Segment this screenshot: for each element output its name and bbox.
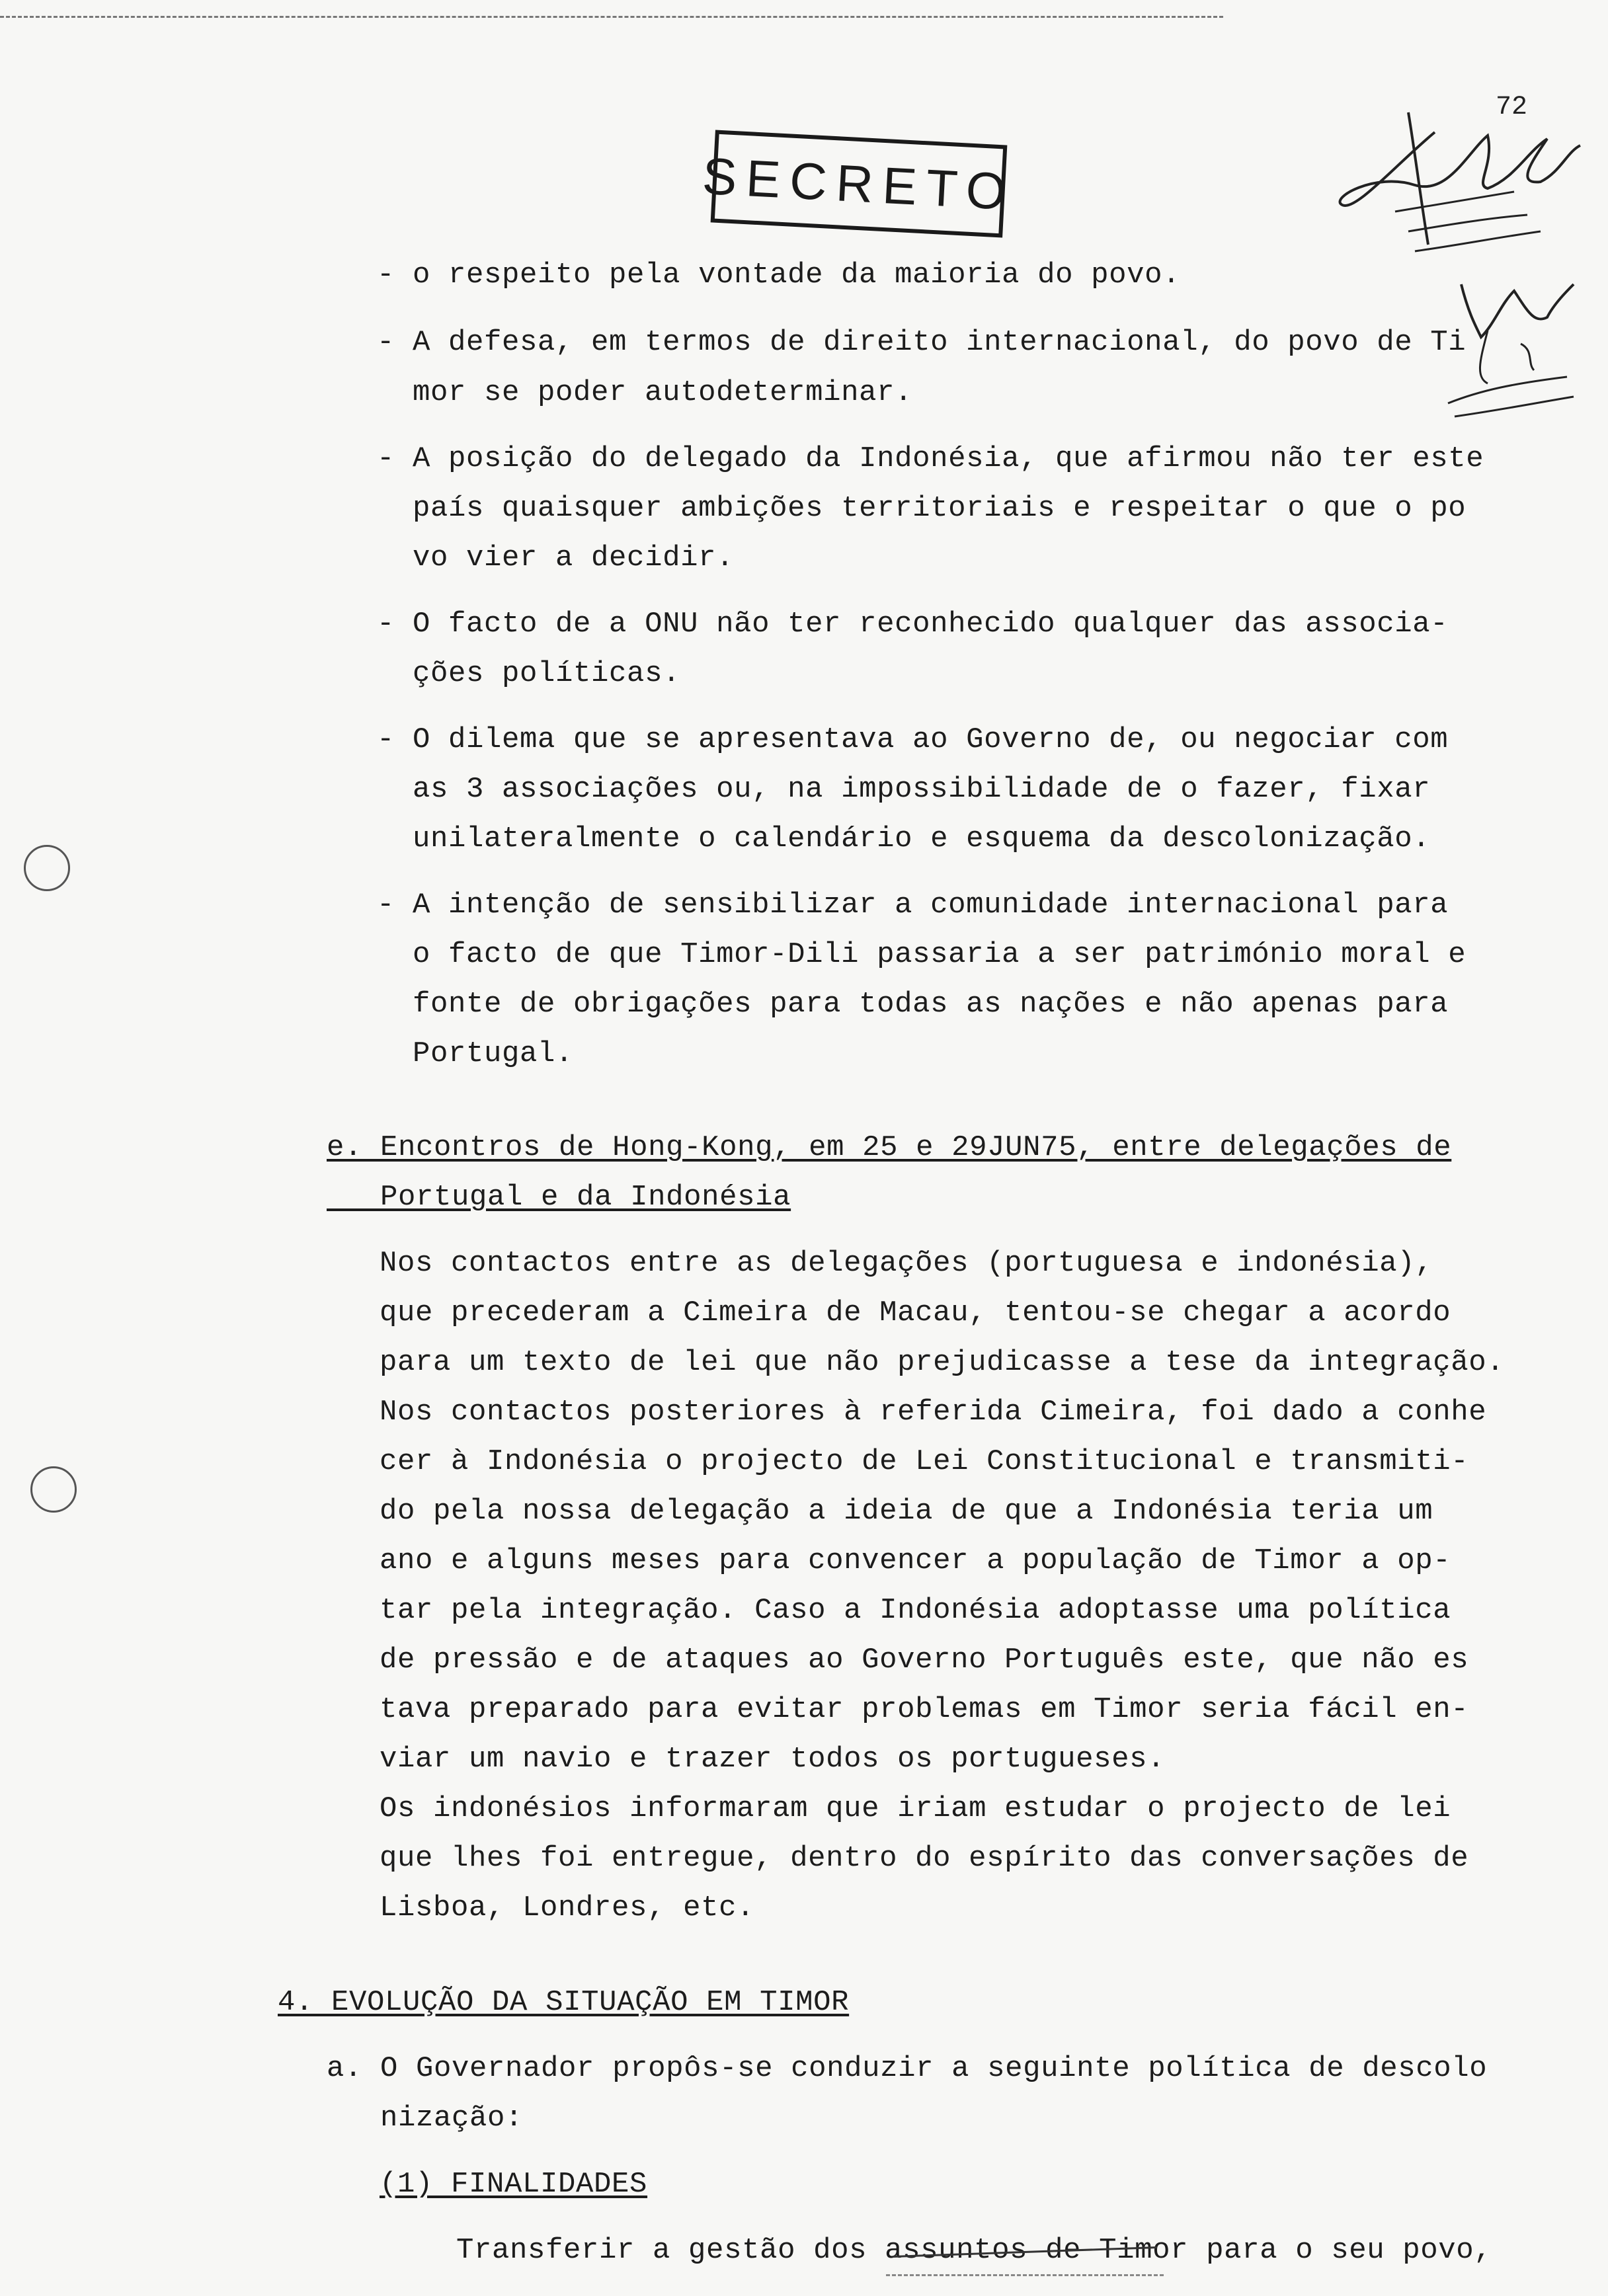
bullet-line: - O dilema que se apresentava ao Governo de, ou negociar com [377, 723, 1449, 756]
body-line: viar um navio e trazer todos os portugueses. [380, 1743, 1166, 1776]
chapter-heading: 4. EVOLUÇÃO DA SITUAÇÃO EM TIMOR [278, 1986, 850, 2019]
punch-hole [30, 1466, 77, 1513]
bullet-line: - o respeito pela vontade da maioria do povo. [377, 258, 1181, 292]
body-line: do pela nossa delegação a ideia de que a Indonésia teria um [380, 1495, 1433, 1528]
body-line: de pressão e de ataques ao Governo Português este, que não es [380, 1643, 1469, 1677]
subsection-heading: (1) FINALIDADES [380, 2168, 648, 2201]
body-line: ano e alguns meses para convencer a população de Timor a op- [380, 1544, 1451, 1577]
bottom-stamp-fragment [886, 2274, 1164, 2296]
bullet-line: - A intenção de sensibilizar a comunidade internacional para [377, 889, 1449, 922]
body-line: cer à Indonésia o projecto de Lei Constitucional e transmiti- [380, 1445, 1469, 1478]
bullet-line: vo vier a decidir. [377, 541, 735, 574]
bullet-line: país quaisquer ambições territoriais e respeitar o que o po [377, 492, 1467, 525]
section-heading: e. Encontros de Hong-Kong, em 25 e 29JUN75, entre delegações de [327, 1131, 1452, 1164]
secreto-stamp: SECRETO [711, 130, 1008, 238]
handwritten-annotation [1316, 73, 1593, 443]
body-line: tar pela integração. Caso a Indonésia adoptasse uma política [380, 1594, 1451, 1627]
punch-hole [24, 845, 70, 891]
body-line: que precederam a Cimeira de Macau, tentou-se chegar a acordo [380, 1296, 1451, 1329]
body-line: Nos contactos entre as delegações (portuguesa e indonésia), [380, 1247, 1433, 1280]
body-line: Nos contactos posteriores à referida Cimeira, foi dado a conhe [380, 1396, 1487, 1429]
body-line: que lhes foi entregue, dentro do espírito das conversações de [380, 1842, 1469, 1875]
bullet-line: Portugal. [377, 1037, 574, 1070]
bullet-line: - A posição do delegado da Indonésia, que afirmou não ter este [377, 442, 1484, 475]
bullet-line: - O facto de a ONU não ter reconhecido qualquer das associa- [377, 608, 1449, 641]
section-heading: Portugal e da Indonésia [327, 1181, 791, 1214]
bullet-line: - A defesa, em termos de direito internacional, do povo de Ti [377, 326, 1467, 359]
body-line: Transferir a gestão dos assuntos de Timor para o seu povo, [456, 2234, 1492, 2267]
body-line: Os indonésios informaram que iriam estudar o projecto de lei [380, 1792, 1451, 1825]
bullet-line: unilateralmente o calendário e esquema da descolonização. [377, 822, 1431, 855]
body-line: Lisboa, Londres, etc. [380, 1891, 755, 1924]
bullet-line: ções políticas. [377, 657, 681, 690]
body-line: nização: [327, 2102, 524, 2135]
body-line: tava preparado para evitar problemas em Timor seria fácil en- [380, 1693, 1469, 1726]
body-line: para um texto de lei que não prejudicasse a tese da integração. [380, 1346, 1505, 1379]
body-line: a. O Governador propôs-se conduzir a seguinte política de descolo [327, 2052, 1488, 2085]
bullet-line: as 3 associações ou, na impossibilidade de o fazer, fixar [377, 773, 1431, 806]
bullet-line: o facto de que Timor-Dili passaria a ser património moral e [377, 938, 1467, 971]
page-number: 72 [1496, 93, 1528, 122]
scan-edge-line [0, 16, 1223, 18]
bullet-line: fonte de obrigações para todas as nações e não apenas para [377, 988, 1449, 1021]
bullet-line: mor se poder autodeterminar. [377, 376, 913, 409]
